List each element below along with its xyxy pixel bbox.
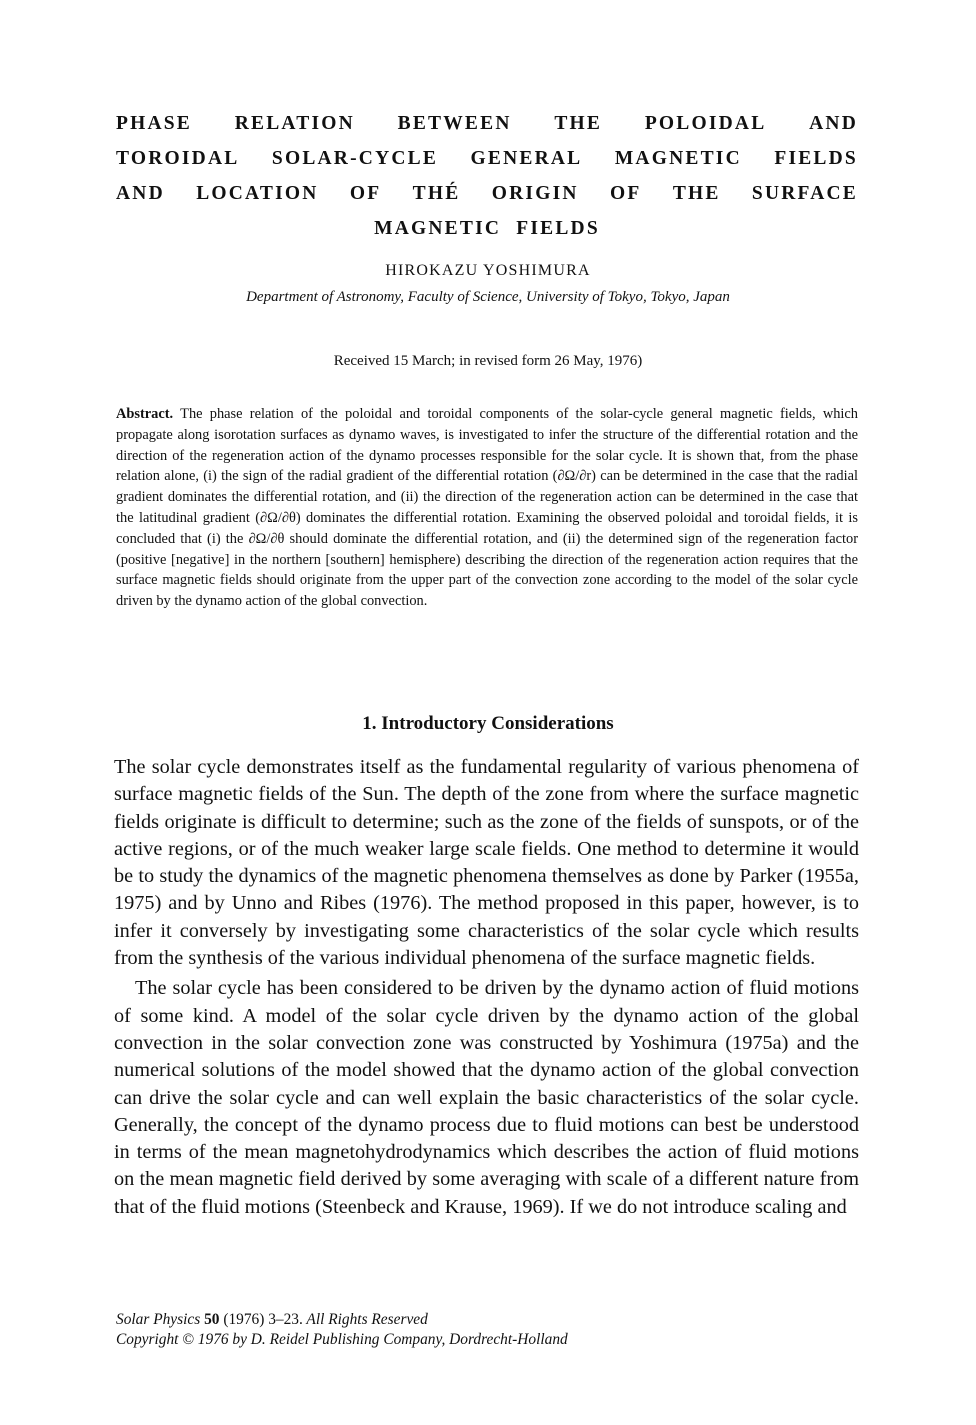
title-word: TOROIDAL <box>116 148 240 169</box>
copyright-notice: Copyright © 1976 by D. Reidel Publishing Company, Dordrecht-Holland <box>116 1331 568 1348</box>
journal-rights: All Rights Reserved <box>306 1311 428 1328</box>
title-word: SOLAR-CYCLE <box>271 148 439 169</box>
abstract-text: The phase relation of the poloidal and toroidal components of the solar-cycle general magnetic fields, which propagate along isorotation surfaces as dynamo waves, is investigated to infer the structure of the differential rotation and the direction of the regeneration action of the dynamo processes responsible for the solar cycle. It is shown that, from the phase relation alone, (i) the sign of the radial gradient of the differential rotation (∂Ω/∂r) can be determined in the case that the radial gradient dominates the differential rotation, and (ii) the direction of the regeneration action can be determined in the case that the latitudinal gradient (∂Ω/∂θ) dominates the differential rotation. Examining the observed poloidal and toroidal fields, it is concluded that (i) the ∂Ω/∂θ should dominate the differential rotation, and (ii) the determined sign of the regeneration factor (positive [negative] in the northern [southern] hemisphere) describing the direction of the regeneration action requires that the surface magnetic fields should originate from the upper part of the convection zone according to the model of the solar cycle driven by the dynamo action of the global convection. <box>116 406 859 610</box>
title-word: BETWEEN <box>397 113 512 134</box>
title-word: FIELDS <box>774 148 858 169</box>
title-line-3 <box>116 176 858 211</box>
title-word: PHASE <box>116 113 193 134</box>
received-date: Received 15 March; in revised form 26 May, 1976) <box>333 353 643 369</box>
section-heading: 1. Introductory Considerations <box>362 713 614 734</box>
title-word: SURFACE <box>751 183 858 204</box>
title-line-2 <box>116 141 858 176</box>
title-word: OF <box>610 183 642 204</box>
body-paragraph: The solar cycle has been considered to be driven by the dynamo action of fluid motions of some kind. A model of the solar cycle driven by the dynamo action of the global convection in the solar convection zone was constructed by Yoshimura (1975a) and the numerical solutions of the model showed that the dynamo action of the global convection can drive the solar cycle and can well explain the basic characteristics of the solar cycle. Generally, the concept of the dynamo process due to fluid motions can best be understood in terms of the mean magnetohydrodynamics which describes the action of fluid motions on the mean magnetic field derived by some averaging with scale of a different nature from that of the fluid motions (Steenbeck and Krause, 1969). If we do not introduce scaling and <box>114 977 859 1218</box>
journal-volume: 50 <box>204 1311 220 1328</box>
body-paragraph: The solar cycle demonstrates itself as the fundamental regularity of various phenomena of surface magnetic fields of the Sun. The depth of the zone from where the surface magnetic fields originate is difficult to determine; such as the zone of the fields of sunspots, or of the active regions, or of the much weaker large scale fields. One method to determine it would be to study the dynamics of the magnetic phenomena themselves as done by Parker (1955a, 1975) and by Unno and Ribes (1976). The method proposed in this paper, however, is to infer it conversely by investigating some characteristics of the solar cycle which results from the synthesis of the various individual phenomena of the surface magnetic fields. <box>114 756 859 970</box>
section-body <box>114 754 859 1221</box>
title-word: LOCATION <box>196 183 319 204</box>
journal-citation <box>116 1310 858 1330</box>
author-name: HIROKAZU YOSHIMURA <box>385 262 591 279</box>
title-word: THÉ <box>412 183 461 204</box>
title-word: THE <box>554 113 603 134</box>
title-word: AND <box>809 113 858 134</box>
journal-name: Solar Physics <box>116 1311 201 1328</box>
title-word: OF <box>349 183 382 204</box>
title-word: ORIGIN <box>491 183 579 204</box>
paper-title <box>116 106 858 246</box>
title-line-4 <box>116 211 858 246</box>
abstract <box>116 404 858 612</box>
title-word: GENERAL <box>470 148 583 169</box>
title-word: POLOIDAL <box>644 113 767 134</box>
abstract-label: Abstract. <box>116 406 174 422</box>
title-word: MAGNETIC <box>614 148 742 169</box>
page-footer <box>116 1310 858 1350</box>
title-last-line: MAGNETIC FIELDS <box>374 218 600 239</box>
title-line-1 <box>116 106 858 141</box>
title-word: THE <box>672 183 721 204</box>
author-affiliation: Department of Astronomy, Faculty of Science, University of Tokyo, Tokyo, Japan <box>246 289 730 305</box>
title-word: AND <box>116 183 165 204</box>
journal-pages: (1976) 3–23. <box>223 1311 303 1328</box>
title-word: RELATION <box>234 113 355 134</box>
